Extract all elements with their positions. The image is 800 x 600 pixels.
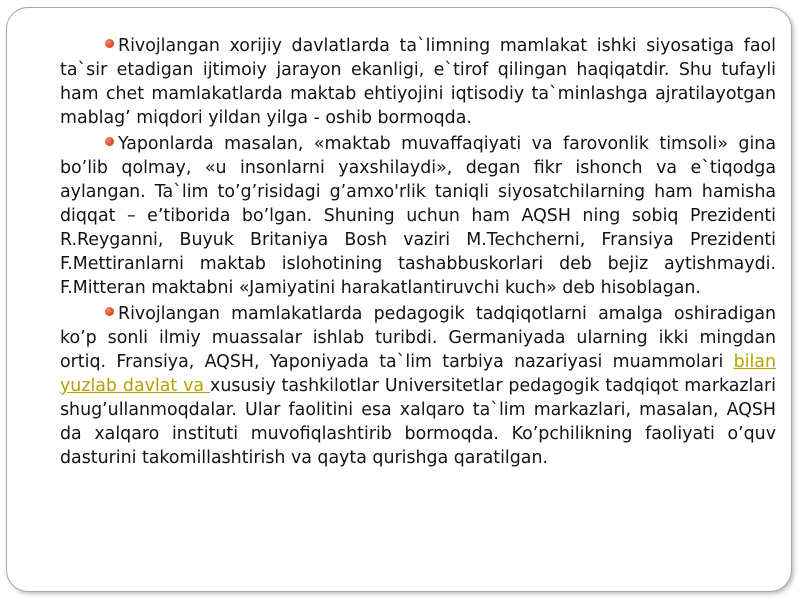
- paragraph-2-text: Yaponlarda masalan, «maktab muvaffaqiyati va farovonlik timsoli» gina bo’lib qolmay, «u insonlarni yaxshilaydi», degan fikr ishonch va e`tiqodga aylangan. Ta`lim to’g’risidagi g’amxo'rlik taniqli siyosatchilarning ham hamisha diqqat – e’tiborida bo’lgan. Shuning uchun ham AQSH ning sobiq Prezidenti R.Reyganni, Buyuk Britaniya Bosh vaziri M.Techcherni, Fransiya Prezidenti F.Mettiranlarni maktab islohotining tashabbuskorlari deb bejiz aytishmaydi. F.Mitteran maktabni «Jamiyatini harakatlantiruvchi kuch» deb hisoblagan.: [60, 134, 776, 298]
- paragraph-2: [60, 132, 776, 300]
- inline-link[interactable]: bilan yuzlab davlat va: [60, 352, 776, 396]
- paragraph-1: [60, 34, 776, 130]
- paragraph-3: [60, 302, 776, 470]
- slide-content: [60, 34, 776, 472]
- paragraph-3-text-before: Rivojlangan mamlakatlarda pedagogik tadqiqotlarni amalga oshiradigan ko’p sonli ilmiy muassalar ishlab turibdi. Germaniyada ularning ikki mingdan ortiq. Fransiya, AQSH, Yaponiyada ta`lim tarbiya nazariyasi muammolari: [60, 304, 776, 372]
- bullet-icon: [105, 307, 114, 316]
- paragraph-3-text-after: xususiy tashkilotlar Universitetlar pedagogik tadqiqot markazlari shug’ullanmoqdalar. Ular faolitini esa xalqaro ta`lim markazlari, masalan, AQSH da xalqaro instituti muvofiqlashtirib bormoqda. Ko’pchilikning faoliyati o’quv dasturini takomillashtirish va qayta qurishga qaratilgan.: [60, 376, 776, 468]
- bullet-icon: [105, 137, 114, 146]
- bullet-icon: [105, 39, 114, 48]
- paragraph-1-text: Rivojlangan xorijiy davlatlarda ta`limning mamlakat ishki siyosatiga faol ta`sir etadigan ijtimoiy jarayon ekanligi, e`tirof qilingan haqiqatdir. Shu tufayli ham chet mamlakatlarda maktab ehtiyojini iqtisodiy ta`minlashga ajratilayotgan mablag’ miqdori yildan yilga - oshib bormoqda.: [60, 36, 776, 128]
